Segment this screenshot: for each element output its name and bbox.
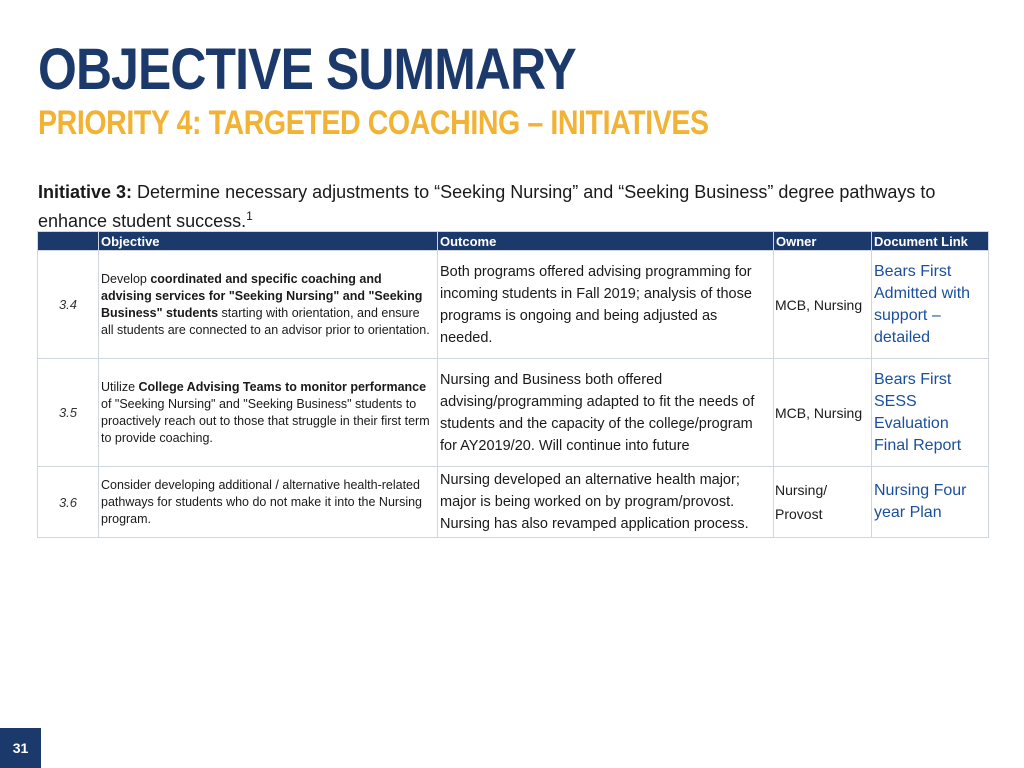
owner-cell: MCB, Nursing: [774, 359, 872, 467]
page-title: OBJECTIVE SUMMARY: [38, 37, 576, 102]
header-owner: Owner: [774, 232, 872, 251]
outcome-cell: Nursing developed an alternative health major; major is being worked on by program/provost. Nursing has also revamped application process.: [438, 467, 774, 538]
objective-cell: Develop coordinated and specific coaching and advising services for "Seeking Nursing" and "Seeking Business" students starting with orientation, and ensure all students are connected to an advisor prior to orientation.: [99, 251, 438, 359]
page-number: 31: [0, 728, 41, 768]
row-number: 3.6: [38, 467, 99, 538]
footnote-marker: 1: [246, 209, 253, 223]
header-document-link: Document Link: [872, 232, 989, 251]
row-number: 3.4: [38, 251, 99, 359]
objective-table: [37, 231, 989, 538]
page-subtitle: PRIORITY 4: TARGETED COACHING – INITIATIVES: [38, 104, 709, 142]
outcome-cell: Both programs offered advising programming for incoming students in Fall 2019; analysis of those programs is ongoing and being adjusted as needed.: [438, 251, 774, 359]
owner-cell: Nursing/ Provost: [774, 467, 872, 538]
outcome-cell: Nursing and Business both offered advising/programming adapted to fit the needs of students and the capacity of the college/program for AY2019/20. Will continue into future: [438, 359, 774, 467]
document-link[interactable]: Bears First Admitted with support – detailed: [872, 251, 989, 359]
document-link[interactable]: Nursing Four year Plan: [872, 467, 989, 538]
document-link[interactable]: Bears First SESS Evaluation Final Report: [872, 359, 989, 467]
objective-cell: Consider developing additional / alternative health-related pathways for students who do not make it into the Nursing program.: [99, 467, 438, 538]
table-header-row: [38, 232, 989, 251]
table-row: [38, 251, 989, 359]
objective-cell: Utilize College Advising Teams to monitor performance of "Seeking Nursing" and "Seeking Business" students to proactively reach out to those that struggle in their first term to provide coaching.: [99, 359, 438, 467]
header-outcome: Outcome: [438, 232, 774, 251]
table-row: [38, 467, 989, 538]
owner-cell: MCB, Nursing: [774, 251, 872, 359]
initiative-text: Determine necessary adjustments to “Seeking Nursing” and “Seeking Business” degree pathways to enhance student success.: [38, 182, 936, 231]
initiative-intro: [38, 180, 978, 233]
header-number: [38, 232, 99, 251]
initiative-label: Initiative 3:: [38, 182, 133, 202]
header-objective: Objective: [99, 232, 438, 251]
table-row: [38, 359, 989, 467]
row-number: 3.5: [38, 359, 99, 467]
